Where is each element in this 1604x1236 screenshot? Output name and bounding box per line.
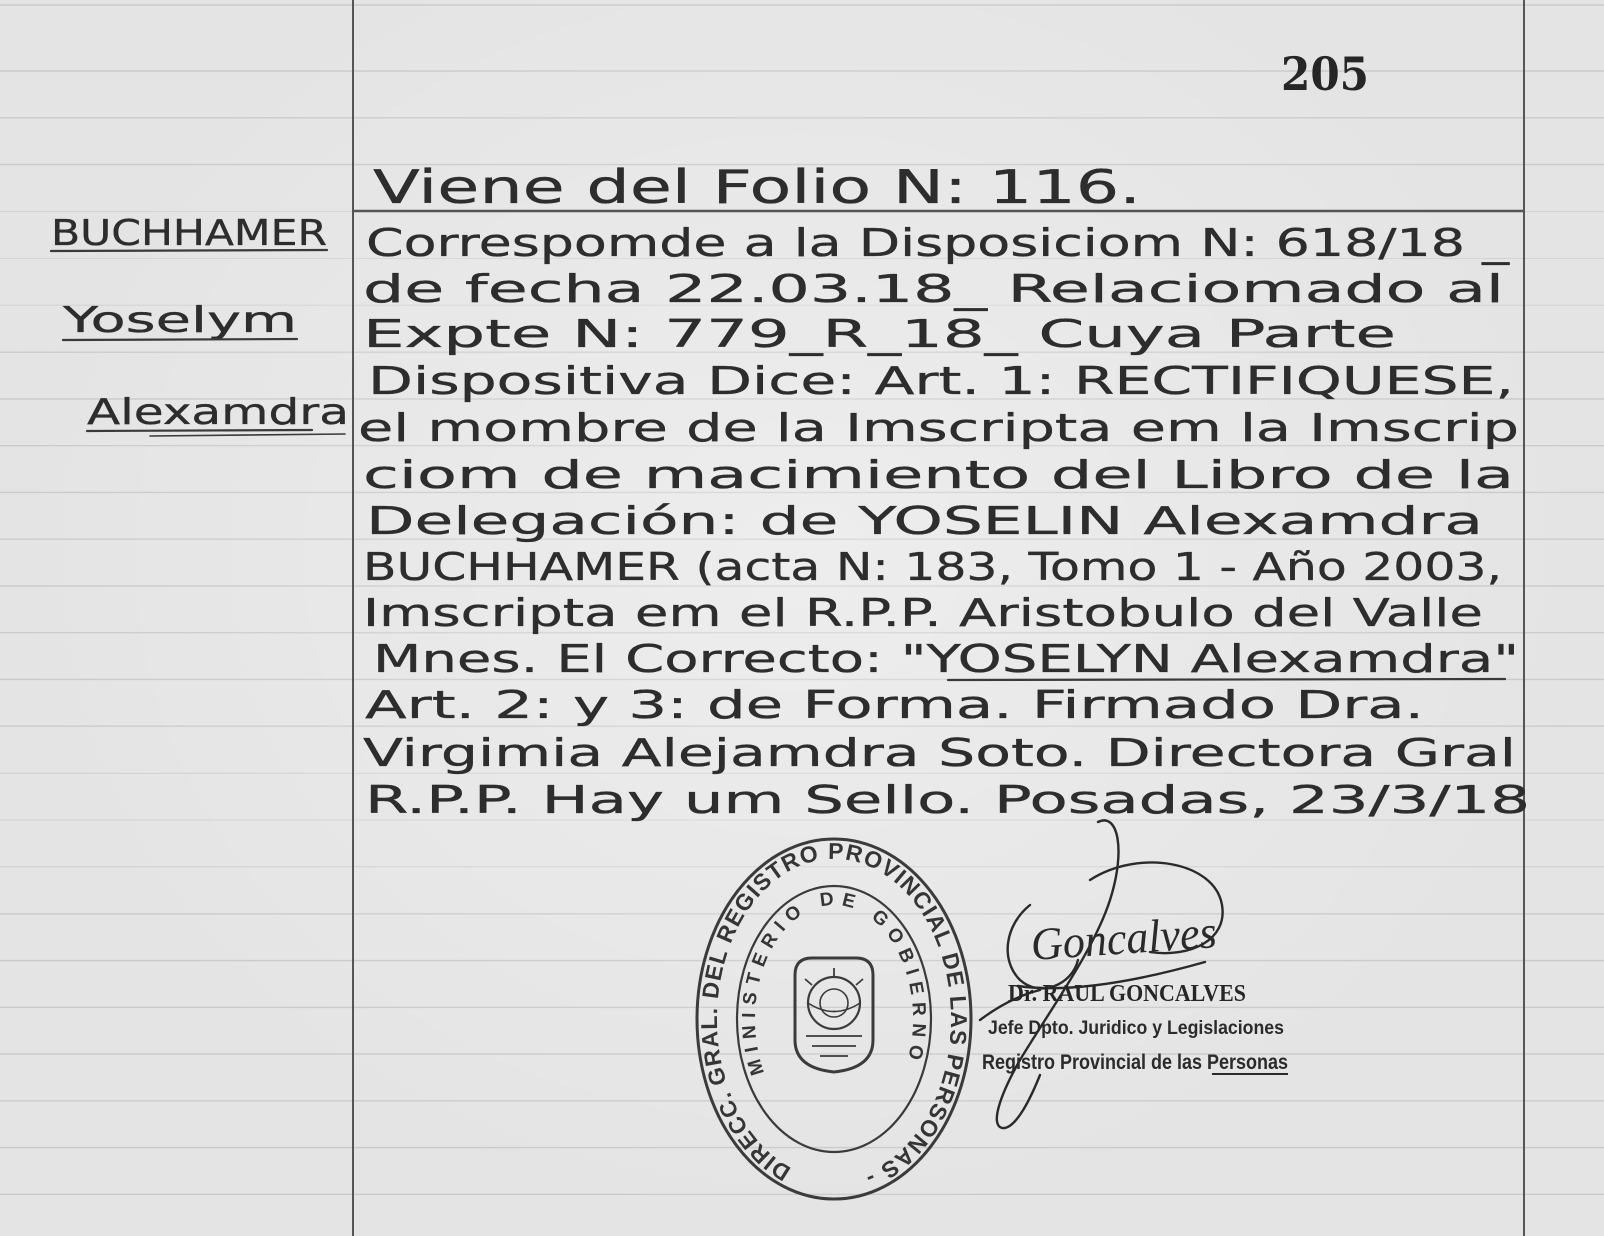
margin-name-block (51, 213, 349, 436)
correct-name-underline (948, 679, 1505, 680)
entry-line: ciom de macimiento del Libro de la (363, 453, 1514, 497)
entry-line: de fecha 22.03.18_ Relaciomado al (363, 267, 1504, 311)
seal-inner-ring-text: MINISTERIO DE GOBIERNO (738, 888, 930, 1078)
signatory-title: Jefe Dpto. Juridico y Legislaciones (988, 1018, 1284, 1039)
entry-line: Mnes. El Correcto: "YOSELYN Alexamdra" (373, 637, 1519, 681)
entry-line: Dispositiva Dice: Art. 1: RECTIFIQUESE, (368, 359, 1514, 403)
margin-surname: BUCHHAMER (51, 213, 327, 254)
signatory-office: Registro Provincial de las Personas (982, 1051, 1288, 1074)
surname-underline (51, 250, 327, 251)
signatory-block (982, 981, 1288, 1074)
entry-line: BUCHHAMER (acta N: 183, Tomo 1 - Año 2003, (363, 545, 1502, 589)
entry-line: Correspomde a la Disposiciom N: 618/18 _ (366, 221, 1511, 265)
middle-name-underline-second (150, 434, 345, 436)
entry-body (358, 221, 1530, 822)
seal-outer-ring-text: DIRECC. GRAL. DEL REGISTRO PROVINCIAL DE LAS PERSONAS - (695, 837, 973, 1193)
page-number: 205 (1281, 47, 1369, 101)
seal-inner-text (739, 889, 929, 1078)
middle-name-underline (87, 430, 312, 431)
margin-middle-name: Alexamdra (87, 392, 349, 433)
seal-inner-border (737, 886, 931, 1152)
entry-line: Delegación: de YOSELIN Alexamdra (366, 499, 1483, 543)
official-seal (696, 838, 972, 1199)
folio-continuation-heading: Viene del Folio N: 116. (373, 160, 1141, 214)
entry-line: Virgimia Alejamdra Soto. Directora Gral (363, 731, 1516, 775)
coat-of-arms-icon (795, 958, 873, 1072)
signature-handwritten-name: Goncalves (1029, 905, 1227, 970)
first-name-underline (63, 339, 297, 340)
entry-line: Imscripta em el R.P.P. Aristobulo del Valle (363, 591, 1483, 635)
entry-line: Expte N: 779_R_18_ Cuya Parte (363, 312, 1396, 356)
margin-first-name: Yoselym (61, 300, 298, 341)
entry-line: Art. 2: y 3: de Forma. Firmado Dra. (365, 683, 1424, 727)
entry-line: el mombre de la Imscripta em la Imscrip (358, 406, 1519, 450)
signature (980, 820, 1227, 1128)
entry-line: R.P.P. Hay um Sello. Posadas, 23/3/18 (365, 778, 1530, 822)
signatory-name: Dr. RAUL GONCALVES (1008, 981, 1246, 1007)
